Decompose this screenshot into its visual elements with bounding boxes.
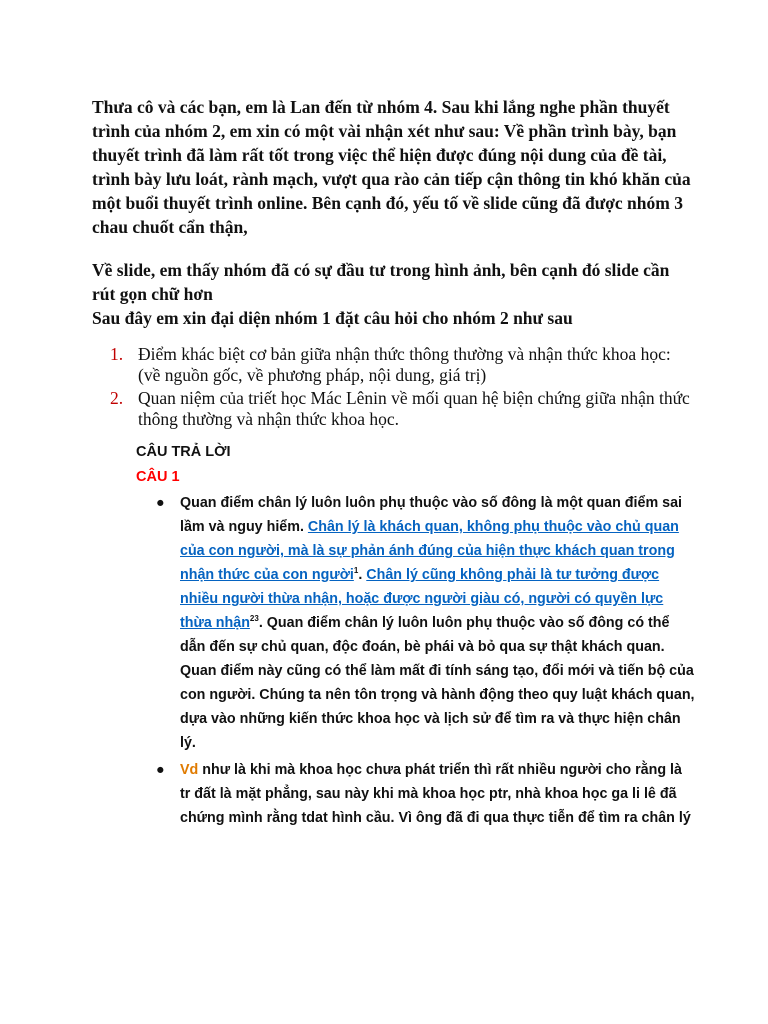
intro-paragraph: Thưa cô và các bạn, em là Lan đến từ nhóm 4. Sau khi lắng nghe phần thuyết trình của nhóm 2, em xin có một vài nhận xét như sau: Về phần trình bày, bạn thuyết trình đã làm rất tốt trong việc thể hiện được đúng nội dung của đề tài, trình bày lưu loát, rành mạch, vượt qua rào cản tiếp cận thông tin khó khăn của một buổi thuyết trình online. Bên cạnh đó, yếu tố về slide cũng đã được nhóm 3 chau chuốt cẩn thận, xyxy=(92,97,691,237)
answer-text: . Quan điểm chân lý luôn luôn phụ thuộc vào số đông có thể dẫn đến sự chủ quan, độc đoán, bè phái và bỏ qua sự thật khách quan. Quan điểm này cũng có thể làm mất đi tính sáng tạo, đổi mới và tiến bộ của con người. Chúng ta nên tôn trọng và hành động theo quy luật khách quan, dựa vào những kiến thức khoa học và lịch sử để tìm ra và thực hiện chân lý. xyxy=(180,615,695,751)
link-chan-ly-khong-phai-tu-tuong[interactable]: Chân lý cũng không phải là tư tưởng được nhiều người thừa nhận, hoặc được người giàu có, người có quyền lực thừa nhận xyxy=(180,567,664,631)
question-number: 1. xyxy=(110,344,124,364)
question-text: Quan niệm của triết học Mác Lênin về mối quan hệ biện chứng giữa nhận thức thông thường và nhận thức khoa học. xyxy=(138,388,690,429)
answer-text-separator: . xyxy=(358,567,367,583)
question-text: Điểm khác biệt cơ bản giữa nhận thức thông thường và nhận thức khoa học: (về nguồn gốc, về phương pháp, nội dung, giá trị) xyxy=(138,344,671,385)
example-label: Vd xyxy=(180,762,199,778)
question-item xyxy=(92,344,692,386)
bullet-icon: ● xyxy=(156,762,165,778)
cau1-heading: CÂU 1 xyxy=(136,469,180,485)
answer-item-1 xyxy=(136,491,696,755)
question-intro-paragraph: Sau đây em xin đại diện nhóm 1 đặt câu hỏi cho nhóm 2 như sau xyxy=(92,308,573,328)
bullet-icon: ● xyxy=(156,495,165,511)
question-item xyxy=(92,388,692,430)
question-list xyxy=(92,344,692,432)
answer-list xyxy=(136,491,696,830)
question-number: 2. xyxy=(110,388,124,408)
answer-item-2 xyxy=(136,758,696,830)
example-text: như là khi mà khoa học chưa phát triển thì rất nhiều người cho rằng là tr đất là mặt phẳng, sau này khi mà khoa học ptr, nhà khoa học ga li lê đã chứng mình rằng tdat hình cầu. Vì ông đã đi qua thực tiễn để tìm ra chân lý xyxy=(180,762,691,826)
slide-comment-paragraph: Về slide, em thấy nhóm đã có sự đầu tư trong hình ảnh, bên cạnh đó slide cần rút gọn chữ hơn xyxy=(92,260,670,304)
answer-text: Quan điểm chân lý luôn luôn phụ thuộc vào số đông là một quan điểm sai lầm và nguy hiểm. xyxy=(180,495,683,535)
footnote-ref[interactable]: 23 xyxy=(249,614,259,624)
answer-heading: CÂU TRẢ LỜI xyxy=(136,444,231,460)
link-chan-ly-khach-quan[interactable]: Chân lý là khách quan, không phụ thuộc vào chủ quan của con người, mà là sự phản ánh đúng của hiện thực khách quan trong nhận thức của con người xyxy=(180,519,679,583)
footnote-ref[interactable]: 1 xyxy=(353,566,359,576)
